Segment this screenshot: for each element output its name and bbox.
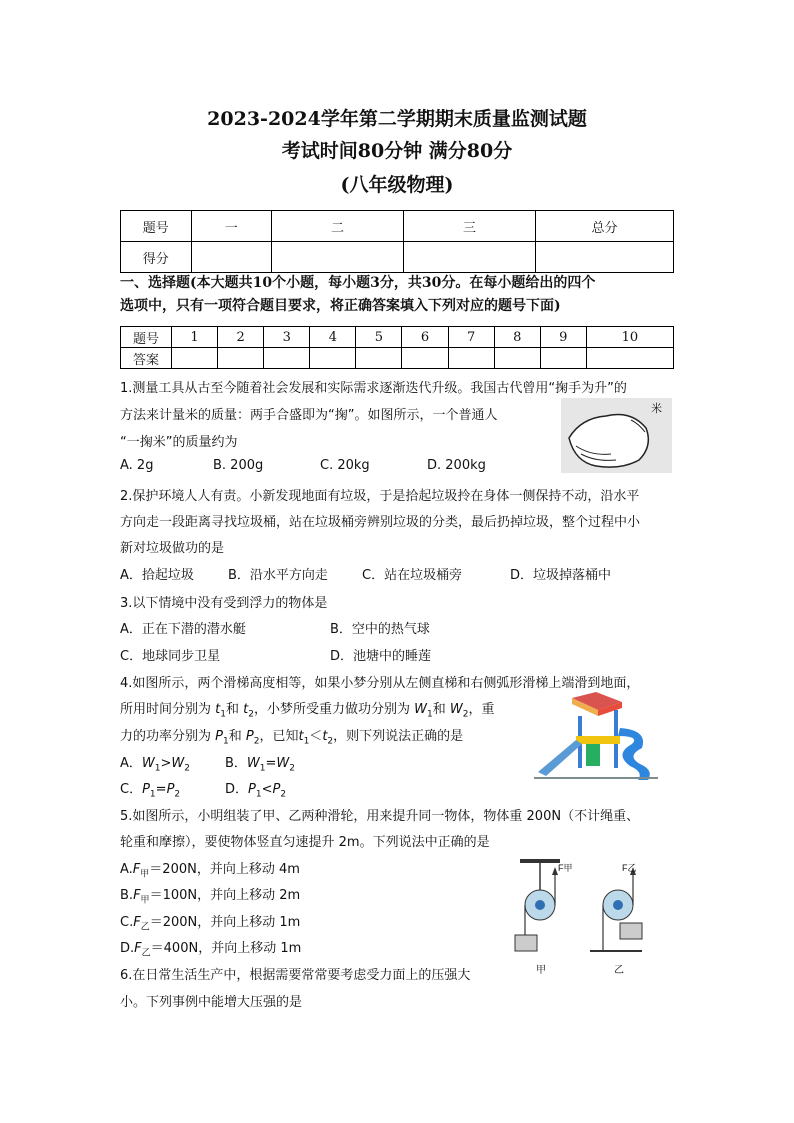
- answer-number: 6: [402, 327, 448, 348]
- q5-text: 5.如图所示，小明组装了甲、乙两种滑轮，用来提升同一物体，物体重 200N（不计绳重、: [120, 809, 640, 824]
- force-label-right: F乙: [622, 863, 637, 873]
- q1-option: A. 2g: [120, 458, 154, 473]
- score-entry[interactable]: [191, 242, 271, 273]
- q3-option: C．地球同步卫星: [120, 649, 221, 664]
- q2-text: 2.保护环境人人有责。小新发现地面有垃圾，于是拾起垃圾拎在身体一侧保持不动，沿水平: [120, 489, 640, 504]
- fig-label-right: 乙: [614, 965, 624, 976]
- q1-option: D. 200kg: [427, 458, 486, 473]
- q1-text: 1.测量工具从古至今随着社会发展和实际需求逐渐迭代升级。我国古代曾用“掬手为升”的: [120, 381, 627, 396]
- score-table-cell: 一: [191, 211, 271, 242]
- answer-number: 3: [264, 327, 310, 348]
- answer-entry[interactable]: [540, 348, 586, 369]
- score-table-cell: 二: [271, 211, 403, 242]
- answer-number: 2: [218, 327, 264, 348]
- q4-option: A．$W_1>W_2$: [120, 756, 190, 774]
- exam-subtitle: 考试时间80分钟 满分80分: [281, 140, 513, 162]
- score-table-cell: 题号: [121, 211, 192, 242]
- q4-option: D．$P_1<P_2$: [225, 782, 287, 800]
- q6-text: 6.在日常生活生产中，根据需要常常要考虑受力面上的压强大: [120, 968, 471, 983]
- q2-option: A．拾起垃圾: [120, 568, 194, 583]
- score-table-cell: 总分: [536, 211, 674, 242]
- fig-label-left: 甲: [536, 965, 546, 976]
- section-heading-line1: 一、选择题(本大题共10个小题，每小题3分，共30分。在每小题给出的四个: [120, 275, 596, 291]
- q5-option: $B.F_甲=100N$，并向上移动 2m: [120, 888, 301, 906]
- section-heading-line2: 选项中，只有一项符合题目要求，将正确答案填入下列对应的题号下面): [120, 298, 561, 314]
- q6-text: 小。下列事例中能增大压强的是: [120, 995, 303, 1010]
- q3-option: B．空中的热气球: [330, 622, 430, 637]
- cupped-hands-rice-figure: [561, 398, 672, 473]
- score-table-cell: 三: [403, 211, 535, 242]
- q3-option: A．正在下潜的潜水艇: [120, 622, 246, 637]
- grade-label: (八年级物理): [340, 174, 454, 196]
- answer-entry[interactable]: [494, 348, 540, 369]
- q1-option: C. 20kg: [320, 458, 370, 473]
- fig-rice-label: 米: [651, 403, 662, 415]
- answer-entry[interactable]: [218, 348, 264, 369]
- answer-number: 10: [586, 327, 673, 348]
- answer-number: 1: [172, 327, 218, 348]
- q5-option: $A.F_甲=200N$，并向上移动 4m: [120, 862, 300, 880]
- answer-entry[interactable]: [264, 348, 310, 369]
- answer-entry[interactable]: [586, 348, 673, 369]
- playground-slide-figure: [530, 690, 660, 785]
- exam-title: 2023-2024学年第二学期期末质量监测试题: [207, 108, 587, 130]
- answer-entry[interactable]: [310, 348, 356, 369]
- score-entry[interactable]: [271, 242, 403, 273]
- q5-option: $D.F_乙=400N$，并向上移动 1m: [120, 941, 302, 959]
- answer-table-label: 题号: [121, 327, 172, 348]
- q3-text: 3.以下情境中没有受到浮力的物体是: [120, 596, 328, 611]
- q1-option: B. 200g: [213, 458, 264, 473]
- q5-text: 轮重和摩擦），要使物体竖直匀速提升 2m。下列说法中正确的是: [120, 835, 490, 850]
- score-table-cell: 得分: [121, 242, 192, 273]
- q4-option: B．$W_1=W_2$: [225, 756, 296, 774]
- q4-text: 力的功率分别为 $P_1$和 $P_2$，已知$t_1<t_2$，则下列说法正确的是: [120, 729, 464, 747]
- q2-option: D．垃圾掉落桶中: [510, 568, 612, 583]
- q4-option: C．$P_1=P_2$: [120, 782, 181, 800]
- q1-text: “一掬米”的质量约为: [120, 435, 238, 450]
- answer-number: 9: [540, 327, 586, 348]
- force-label-left: F甲: [558, 863, 573, 873]
- answer-table: [120, 326, 674, 369]
- q5-option: $C.F_乙=200N$，并向上移动 1m: [120, 915, 301, 933]
- answer-entry[interactable]: [172, 348, 218, 369]
- q2-text: 方向走一段距离寻找垃圾桶，站在垃圾桶旁辨别垃圾的分类，最后扔掉垃圾，整个过程中小: [120, 515, 641, 530]
- answer-number: 8: [494, 327, 540, 348]
- answer-number: 5: [356, 327, 402, 348]
- q2-text: 新对垃圾做功的是: [120, 541, 225, 556]
- answer-number: 4: [310, 327, 356, 348]
- score-entry[interactable]: [403, 242, 535, 273]
- answer-entry[interactable]: [448, 348, 494, 369]
- q4-text: 4.如图所示，两个滑梯高度相等，如果小梦分别从左侧直梯和右侧弧形滑梯上端滑到地面，: [120, 676, 640, 691]
- answer-entry[interactable]: [402, 348, 448, 369]
- q3-option: D．池塘中的睡莲: [330, 649, 432, 664]
- score-entry[interactable]: [536, 242, 674, 273]
- answer-entry[interactable]: [356, 348, 402, 369]
- q4-text: 所用时间分别为 $t_1$和 $t_2$，小梦所受重力做功分别为 $W_1$和 $W_2$，重: [120, 702, 495, 720]
- score-table: [120, 210, 674, 273]
- q1-text: 方法来计量米的质量：两手合盛即为“掬”。如图所示，一个普通人: [120, 408, 498, 423]
- answer-table-label: 答案: [121, 348, 172, 369]
- pulley-diagram: [510, 855, 660, 980]
- q2-option: C．站在垃圾桶旁: [362, 568, 463, 583]
- q2-option: B．沿水平方向走: [228, 568, 328, 583]
- answer-number: 7: [448, 327, 494, 348]
